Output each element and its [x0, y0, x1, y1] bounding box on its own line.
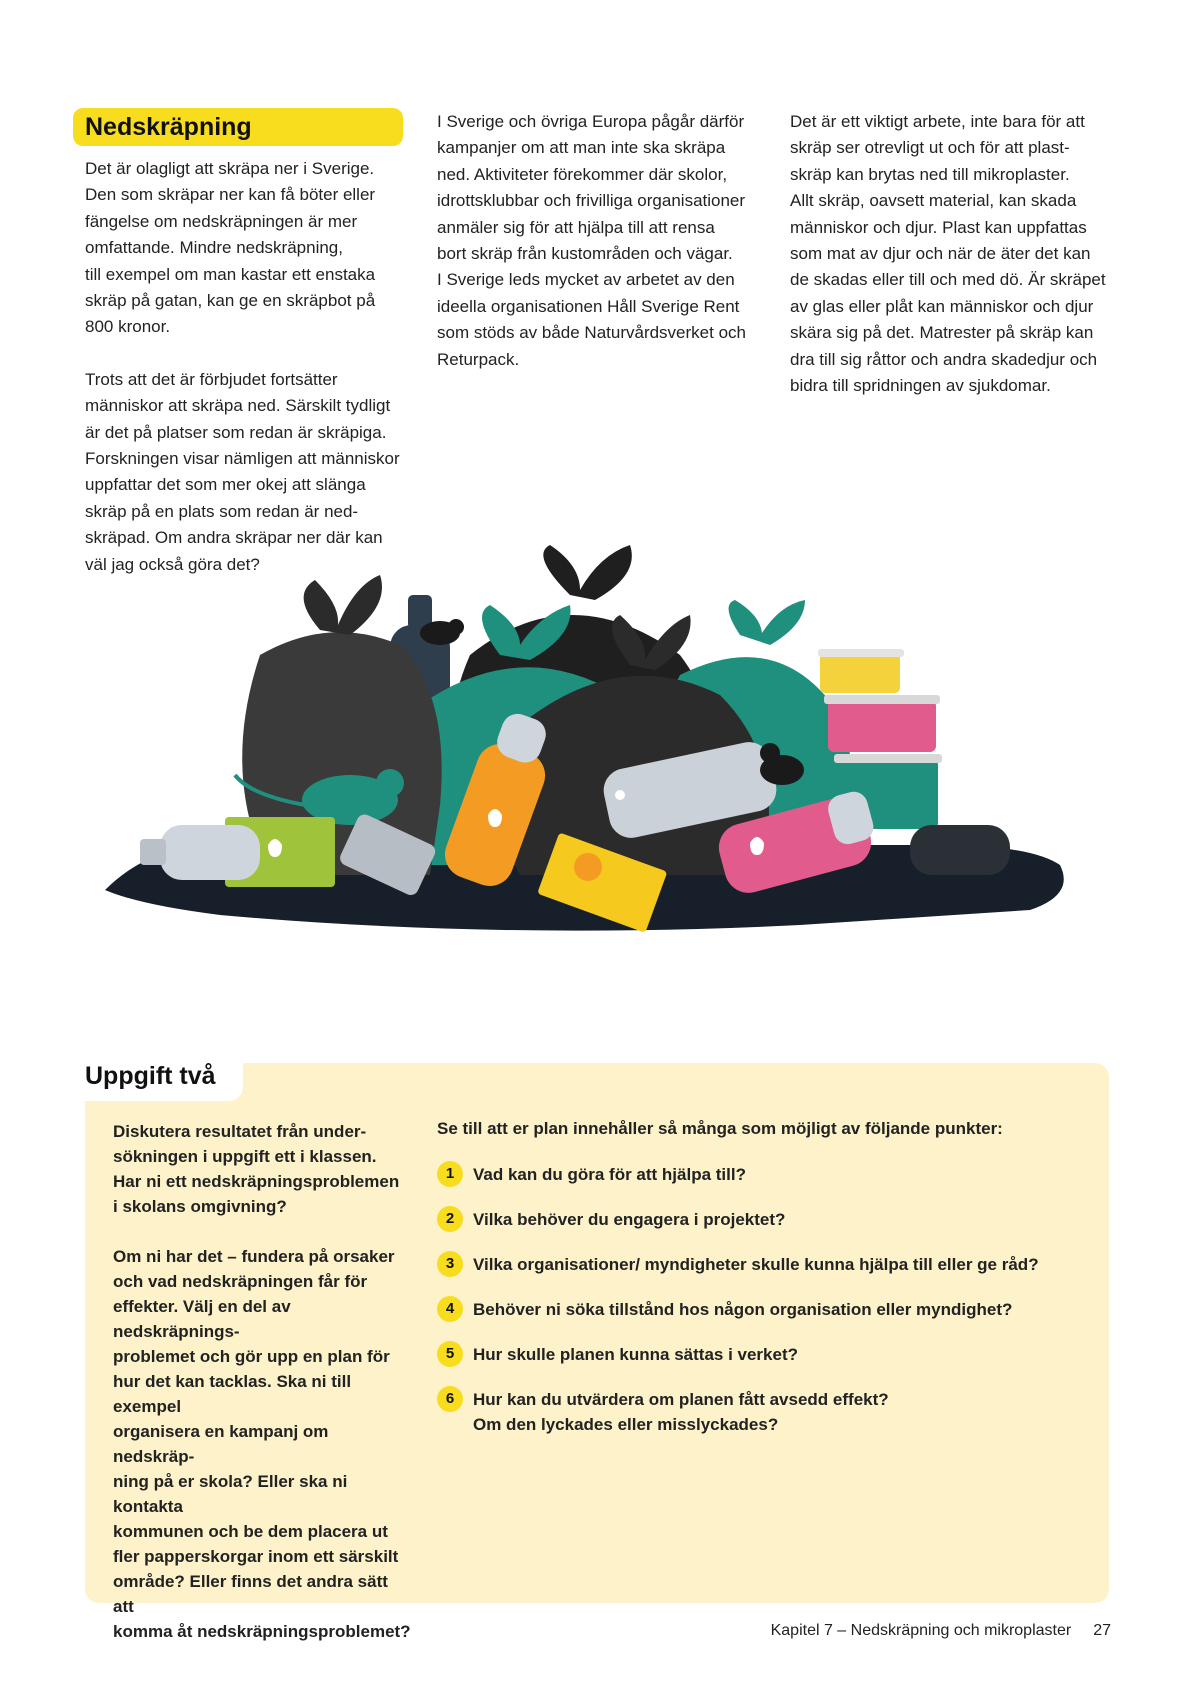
checklist-item — [437, 1251, 1077, 1277]
number-badge: 1 — [437, 1161, 463, 1187]
task-title: Uppgift två — [85, 1062, 216, 1090]
garbage-pile-illustration — [100, 545, 1100, 1000]
checklist-text: Behöver ni söka tillstånd hos någon organisation eller myndighet? — [473, 1300, 1013, 1319]
paragraph: Diskutera resultatet från under- sökningen i uppgift ett i klassen. Har ni ett nedskräpningsproblemen i skolans omgivning? — [113, 1122, 400, 1216]
checklist-text: Hur skulle planen kunna sättas i verket? — [473, 1345, 799, 1364]
task-instructions — [113, 1119, 413, 1669]
checklist-item — [437, 1341, 1077, 1367]
checklist-intro: Se till att er plan innehåller så många som möjligt av följande punkter: — [437, 1119, 1003, 1138]
checklist-text: Vilka behöver du engagera i projektet? — [473, 1210, 786, 1229]
checklist-item — [437, 1206, 1077, 1232]
number-badge: 3 — [437, 1251, 463, 1277]
paragraph: Trots att det är förbjudet fortsätter människor att skräpa ned. Särskilt tydligt är det på platser som redan är skräpiga. Forskningen visar nämligen att människor uppfattar det som mer okej att slänga skräp på en plats som redan är ned- skräpad. Om andra skräpar ner där kan väl jag också göra det? — [85, 369, 400, 574]
checklist-text: Vad kan du göra för att hjälpa till? — [473, 1165, 746, 1184]
checklist-text: Vilka organisationer/ myndigheter skulle kunna hjälpa till eller ge råd? — [473, 1255, 1039, 1274]
text-column-1 — [85, 156, 410, 604]
checklist-item — [437, 1386, 1077, 1438]
section-heading — [73, 108, 403, 146]
page-footer — [771, 1622, 1111, 1640]
number-badge: 4 — [437, 1296, 463, 1322]
section-heading-text: Nedskräpning — [85, 113, 252, 141]
text-column-2 — [437, 109, 762, 399]
number-badge: 2 — [437, 1206, 463, 1232]
checklist-text: Hur kan du utvärdera om planen fått avsedd effekt? Om den lyckades eller misslyckades? — [473, 1390, 889, 1434]
checklist-item — [437, 1296, 1077, 1322]
number-badge: 5 — [437, 1341, 463, 1367]
chapter-title: Kapitel 7 – Nedskräpning och mikroplaster — [770, 1622, 1072, 1639]
paragraph: I Sverige och övriga Europa pågår därför kampanjer om att man inte ska skräpa ned. Aktiviteter förekommer där skolor, idrottsklubbar och frivilliga organisationer anmäler sig för att hjälpa till att rensa bort skräp från kustområden och vägar. I Sverige leds mycket av arbetet av den ideella organisationen Håll Sverige Rent som stöds av både Naturvårdsverket och Returpack. — [437, 112, 746, 369]
number-badge: 6 — [437, 1386, 463, 1412]
page-number: 27 — [1093, 1622, 1111, 1639]
food-container-icon — [818, 649, 904, 693]
paragraph: Det är ett viktigt arbete, inte bara för att skräp ser otrevligt ut och för att plast- skräp kan brytas ned till mikroplaster. Allt skräp, oavsett material, kan skada människor och djur. Plast kan uppfattas som mat av djur och när de äter det kan de skadas eller till och med dö. Är skräpet av glas eller plåt kan människor och djur skära sig på det. Matrester på skräp kan dra till sig råttor och andra skadedjur och bidra till spridningen av sjukdomar. — [790, 112, 1106, 396]
task-title-tab — [75, 1052, 243, 1101]
paragraph: Om ni har det – fundera på orsaker och vad nedskräpningen får för effekter. Välj en del av nedskräpnings- problemet och gör upp en plan för hur det kan tacklas. Ska ni till exempel organisera en kampanj om nedskräp- ning på er skola? Eller ska ni kontakta kommunen och be dem placera ut fler papperskorgar inom ett särskilt område? Eller finns det andra sätt att komma åt nedskräpningsproblemet? — [113, 1247, 411, 1641]
text-column-3 — [790, 109, 1120, 425]
checklist-item — [437, 1161, 1077, 1187]
food-container-icon — [824, 695, 940, 752]
bottle-icon — [910, 825, 1010, 875]
paragraph: Det är olagligt att skräpa ner i Sverige. Den som skräpar ner kan få böter eller fängelse om nedskräpningen är mer omfattande. Mindre nedskräpning, till exempel om man kastar ett enstaka skräp på gatan, kan ge en skräpbot på 800 kronor. — [85, 159, 376, 337]
